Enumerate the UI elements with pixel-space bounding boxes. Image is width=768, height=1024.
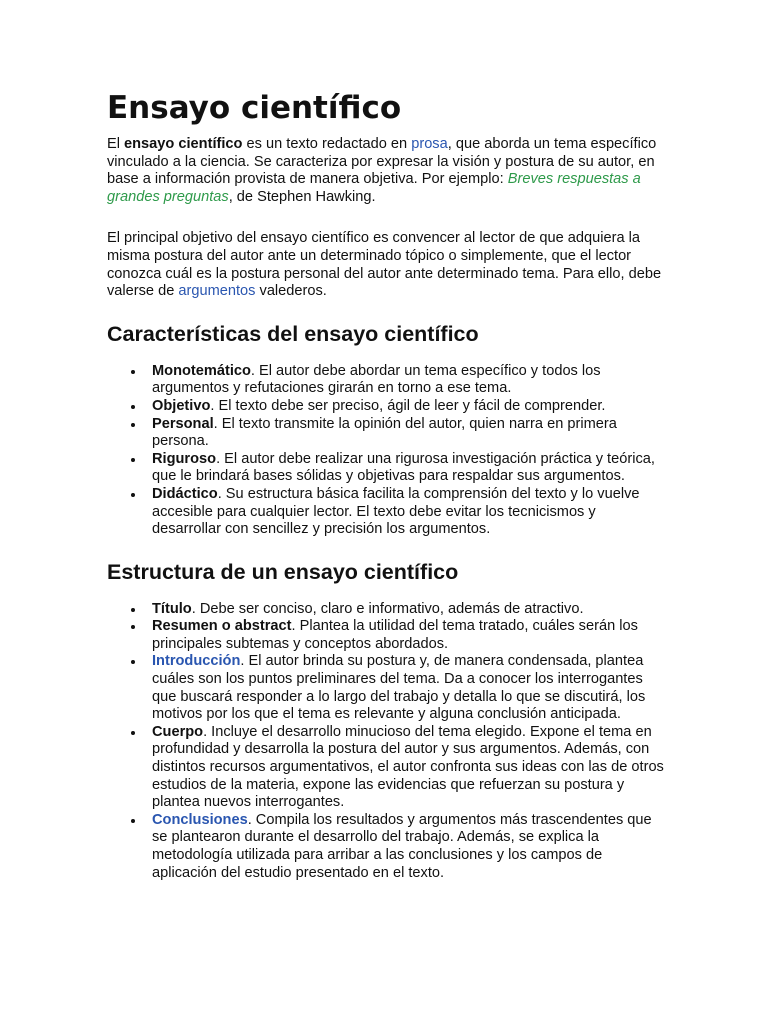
list-item <box>152 601 667 619</box>
list-item <box>152 812 667 882</box>
list-item-term: Objetivo <box>152 397 211 414</box>
list-item <box>152 416 667 451</box>
list-item <box>152 724 667 812</box>
text-run: , que aborda un tema específico vinculado a la ciencia. Se caracteriza por expresar la visión y postura de su autor, en base a información provista de manera objetiva. Por ejemplo: <box>107 136 657 188</box>
list-item-text: . El texto debe ser preciso, ágil de leer y fácil de comprender. <box>210 397 606 414</box>
link-prosa[interactable]: prosa <box>411 136 448 152</box>
list-item-text: . El autor brinda su postura y, de manera condensada, plantea cuáles son los puntos preliminares del tema. Da a conocer los interrogantes que buscará responder a lo largo del trabajo y detalla lo que se discutirá, los motivos por los que el tema es relevante y alguna conclusión anticipada. <box>152 653 646 723</box>
document-page <box>107 88 667 882</box>
list-item-text: . El autor debe abordar un tema específico y todos los argumentos y refutaciones girarán en torno a ese tema. <box>152 362 601 397</box>
list-item <box>152 398 667 416</box>
list-item-term-link[interactable]: Conclusiones <box>152 811 248 828</box>
list-item-text: . Incluye el desarrollo minucioso del tema elegido. Expone el tema en profundidad y desarrolla la postura del autor y sus argumentos. Además, con distintos recursos argumentativos, el autor confronta sus ideas con las de otros estudios de la materia, expone las evidencias que refuerzan su postura y plantea nuevos interrogantes. <box>152 723 664 811</box>
text-run: es un texto redactado en <box>242 136 412 152</box>
list-item-term: Personal <box>152 415 214 432</box>
section-heading-caracteristicas: Características del ensayo científico <box>107 321 479 346</box>
list-item-text: . El texto transmite la opinión del autor, quien narra en primera persona. <box>152 415 617 450</box>
list-item <box>152 653 667 723</box>
text-run: , de Stephen Hawking. <box>228 188 376 205</box>
intro-paragraph-2 <box>107 230 667 300</box>
list-item-text: . Su estructura básica facilita la comprensión del texto y lo vuelve accesible para cualquier lector. El texto debe evitar los tecnicismos y desarrollar con sencillez y precisión los argumentos. <box>152 485 640 538</box>
characteristics-list <box>107 363 667 539</box>
link-argumentos[interactable]: argumentos <box>178 283 256 300</box>
list-item-term: Cuerpo <box>152 723 204 740</box>
list-item-term-link[interactable]: Introducción <box>152 653 241 670</box>
list-item-term: Título <box>152 600 192 617</box>
structure-list <box>107 601 667 883</box>
link-book-title[interactable]: Breves respuestas a grandes preguntas <box>107 171 641 205</box>
list-item-text: . El autor debe realizar una rigurosa investigación práctica y teórica, que le brindará bases sólidas y objetivas para respaldar sus argumentos. <box>152 450 655 485</box>
list-item <box>152 618 667 653</box>
section-heading-estructura: Estructura de un ensayo científico <box>107 559 459 584</box>
text-run: valederos. <box>255 283 327 300</box>
list-item <box>152 451 667 486</box>
list-item-text: . Plantea la utilidad del tema tratado, cuáles serán los principales subtemas y conceptos abordados. <box>152 618 638 652</box>
page-title: Ensayo científico <box>107 90 402 126</box>
list-item-term: Riguroso <box>152 450 217 467</box>
bold-term: ensayo científico <box>124 136 243 152</box>
list-item-text: . Compila los resultados y argumentos más trascendentes que se plantearon durante el desarrollo del trabajo. Además, se explica la metodología utilizada para arribar a las conclusiones y los campos de aplicación del estudio presentado en el texto. <box>152 811 652 881</box>
text-run: El <box>107 136 125 152</box>
intro-paragraph-1 <box>107 136 667 206</box>
list-item <box>152 363 667 398</box>
list-item-term: Didáctico <box>152 485 218 502</box>
text-run: El principal objetivo del ensayo científico es convencer al lector de que adquiera la misma postura del autor ante un determinado tópico o simplemente, que el lector conozca cuál es la postura personal del autor ante determinado tema. Para ello, debe valerse de <box>107 230 662 300</box>
list-item-term: Monotemático <box>152 362 251 379</box>
list-item-text: . Debe ser conciso, claro e informativo, además de atractivo. <box>191 600 584 617</box>
list-item <box>152 486 667 539</box>
list-item-term: Resumen o abstract <box>152 618 292 635</box>
